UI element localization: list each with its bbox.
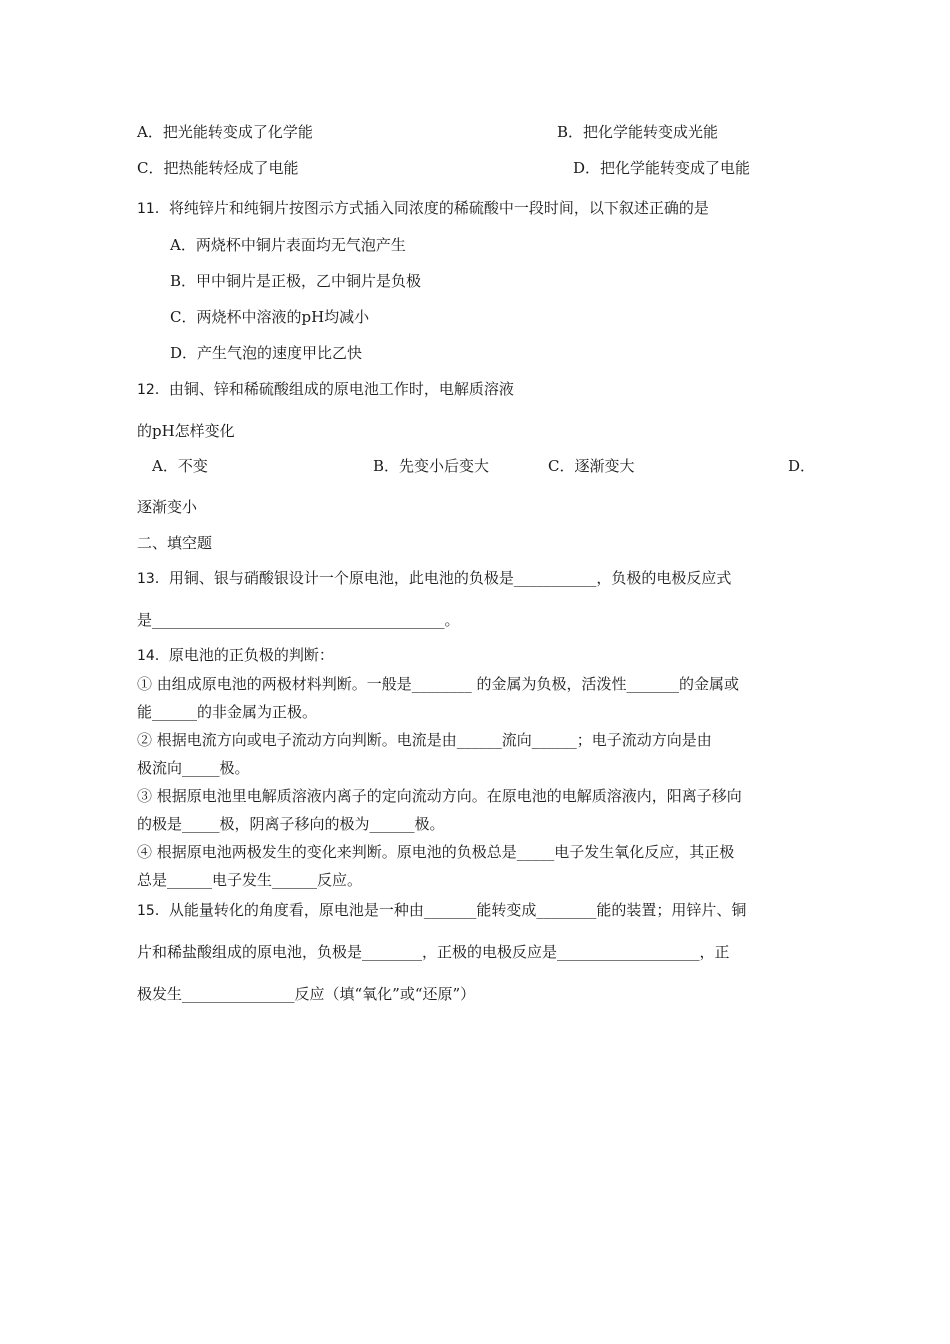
q11-option-c: C．两烧杯中溶液的pH均减小 [170, 308, 370, 326]
q14-line-4: 极流向_____极。 [137, 759, 250, 777]
q14-line-3: ② 根据电流方向或电子流动方向判断。电流是由______流向______；电子流动方向是由 [137, 731, 712, 749]
q15-number: 15． [137, 903, 169, 919]
q14-stem: 原电池的正负极的判断： [168, 646, 334, 664]
q15-line2: 片和稀盐酸组成的原电池，负极是________，正极的电极反应是___________________，正 [137, 943, 730, 961]
q10-option-b: B．把化学能转变成光能 [557, 123, 719, 141]
q14-stem-line [137, 645, 334, 666]
q12-stem-line1 [137, 379, 514, 400]
q11-number: 11． [137, 201, 169, 217]
q11-option-d: D．产生气泡的速度甲比乙快 [170, 344, 363, 362]
q14-line-2: 能______的非金属为正极。 [137, 703, 318, 721]
q14-line-8: 总是______电子发生______反应。 [137, 871, 363, 889]
q13-text-1: 用铜、银与硝酸银设计一个原电池，此电池的负极是___________，负极的电极反应式 [168, 569, 732, 587]
q12-option-d-label: D． [788, 457, 816, 475]
section-title: 二、填空题 [137, 534, 213, 552]
q14-line-1: ① 由组成原电池的两极材料判断。一般是________ 的金属为负极，活泼性_______的金属或 [137, 675, 740, 693]
q13-line2: 是_______________________________________。 [137, 611, 460, 629]
q11-option-a: A．两烧杯中铜片表面均无气泡产生 [170, 236, 406, 254]
q12-stem-line2: 的pH怎样变化 [137, 422, 235, 440]
q15-text-1: 从能量转化的角度看，原电池是一种由_______能转变成________能的装置；用锌片、铜 [168, 901, 747, 919]
q14-line-6: 的极是_____极，阴离子移向的极为______极。 [137, 815, 445, 833]
q11-option-b: B．甲中铜片是正极，乙中铜片是负极 [170, 272, 422, 290]
q12-option-d-text: 逐渐变小 [137, 498, 198, 516]
q14-line-5: ③ 根据原电池里电解质溶液内离子的定向流动方向。在原电池的电解质溶液内，阳离子移向 [137, 787, 742, 805]
q14-line-7: ④ 根据原电池两极发生的变化来判断。原电池的负极总是_____电子发生氧化反应，其正极 [137, 843, 735, 861]
q10-option-d: D．把化学能转变成了电能 [573, 159, 751, 177]
q12-option-b: B．先变小后变大 [373, 457, 490, 475]
q14-number: 14． [137, 648, 169, 664]
q10-option-c: C．把热能转烃成了电能 [137, 159, 299, 177]
q12-option-c: C．逐渐变大 [548, 457, 635, 475]
q13-line1 [137, 568, 731, 589]
q15-line1 [137, 900, 746, 921]
q13-number: 13． [137, 571, 169, 587]
q12-number: 12． [137, 382, 169, 398]
q11-stem-line [137, 198, 709, 219]
q15-line3: 极发生_______________反应（填“氧化”或“还原”） [137, 985, 476, 1003]
q12-option-a: A．不变 [152, 457, 208, 475]
q11-stem: 将纯锌片和纯铜片按图示方式插入同浓度的稀硫酸中一段时间，以下叙述正确的是 [168, 199, 709, 217]
q10-option-a: A．把光能转变成了化学能 [137, 123, 313, 141]
q12-stem-1: 由铜、锌和稀硫酸组成的原电池工作时，电解质溶液 [168, 380, 514, 398]
